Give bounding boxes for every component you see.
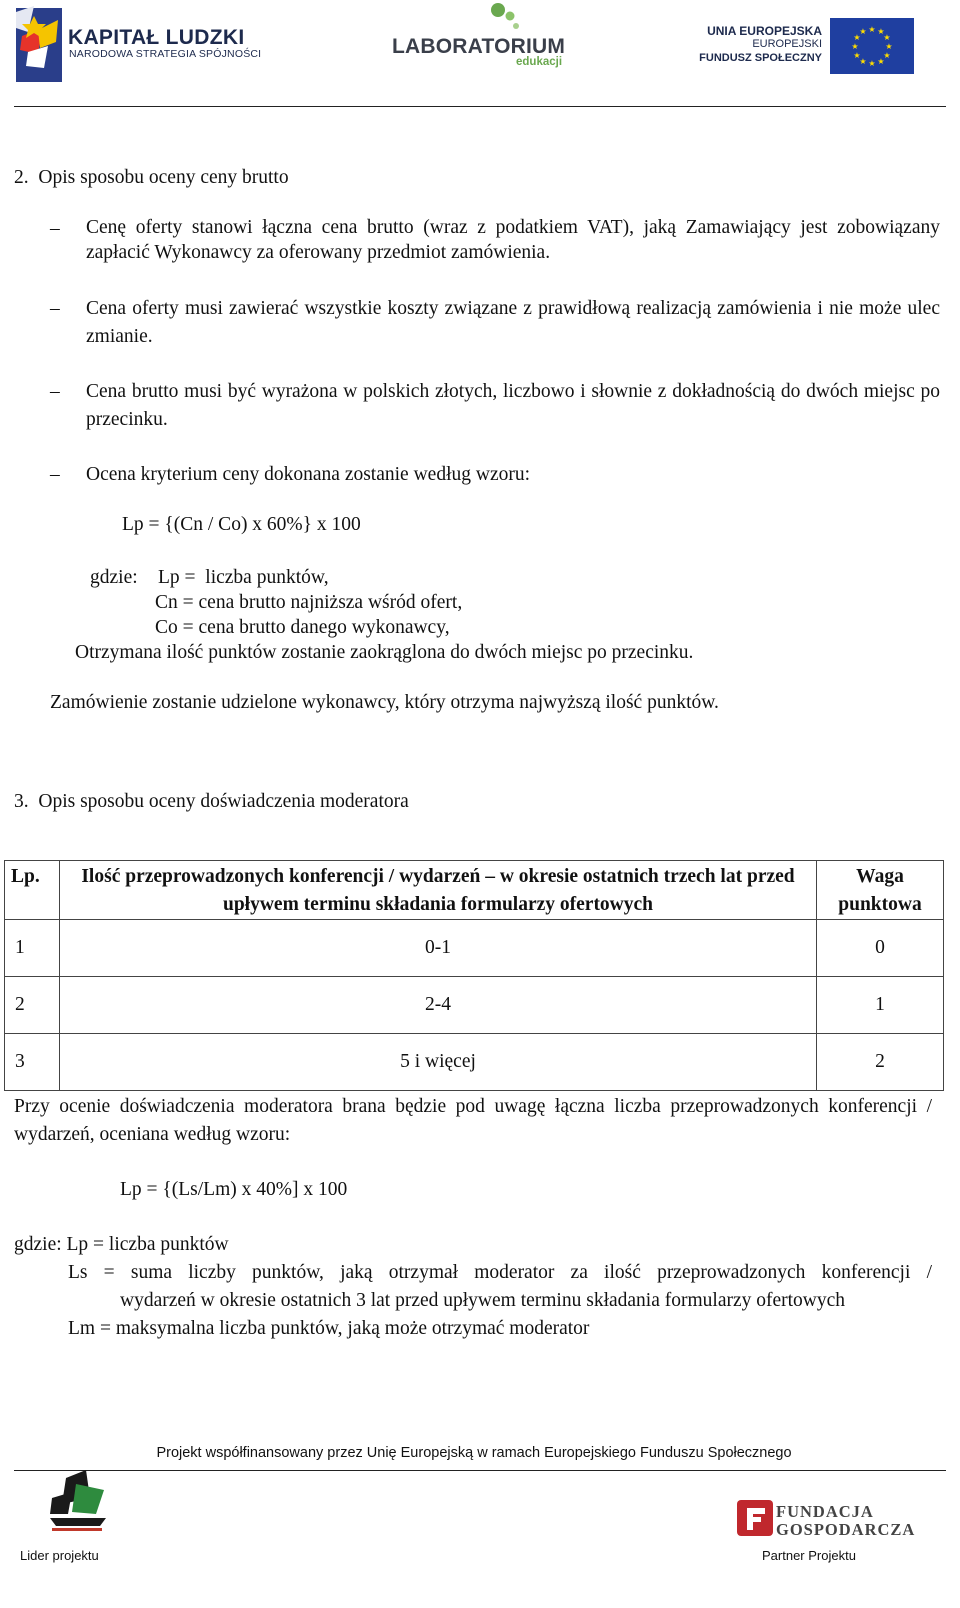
eu-line3: FUNDUSZ SPOŁECZNY (699, 52, 822, 64)
dash-icon: – (50, 218, 60, 239)
svg-text:★: ★ (877, 57, 885, 66)
eu-logo (700, 16, 920, 80)
kapital-ludzki-title: KAPITAŁ LUDZKI (68, 26, 245, 49)
where-line-cn: Cn = cena brutto najniższa wśród ofert, (155, 592, 463, 613)
table-header-row (5, 861, 944, 920)
price-formula: Lp = {(Cn / Co) x 60%} x 100 (122, 514, 361, 535)
kapital-ludzki-subtitle: NARODOWA STRATEGIA SPÓJNOŚCI (69, 48, 262, 60)
svg-text:★: ★ (859, 27, 867, 36)
cell-lp: 3 (5, 1034, 60, 1091)
svg-text:★: ★ (853, 33, 861, 42)
laboratorium-dots-icon (488, 0, 528, 36)
dash-icon: – (50, 381, 60, 402)
bullet-text: Ocena kryterium ceny dokonana zostanie według wzoru: (86, 464, 531, 485)
bullet-text: Cena oferty musi zawierać wszystkie koszty związane z prawidłową realizacją zamówienia i nie może ulec zmianie. (86, 298, 940, 347)
svg-text:★: ★ (868, 59, 876, 68)
bullet-item (50, 215, 940, 265)
where-label: gdzie: (90, 567, 138, 588)
moderator-where-ls: Ls = suma liczby punktów, jaką otrzymał moderator za ilość przeprowadzonych konferencji / (68, 1262, 932, 1283)
bullet-text: Cenę oferty stanowi łączna cena brutto (wraz z podatkiem VAT), jaką Zamawiający jest zobowiązany zapłacić Wykonawcy za oferowany przedmiot zamówienia. (86, 217, 940, 263)
table-row (5, 977, 944, 1034)
leader-label: Lider projektu (20, 1548, 99, 1563)
kapital-ludzki-logo (14, 2, 262, 86)
kapital-ludzki-emblem-icon (14, 2, 66, 84)
partner-logo-line2: GOSPODARCZA (776, 1520, 916, 1539)
partner-logo-icon (737, 1500, 773, 1536)
header-lp: Lp. (5, 861, 60, 920)
cofinance-note: Projekt współfinansowany przez Unię Europejską w ramach Europejskiego Funduszu Społecznego (156, 1445, 792, 1461)
cell-count: 2-4 (60, 977, 817, 1034)
eu-line1: UNIA EUROPEJSKA (707, 24, 822, 38)
cell-lp: 1 (5, 920, 60, 977)
svg-text:★: ★ (859, 57, 867, 66)
bullet-item (50, 461, 940, 489)
header-count: Ilość przeprowadzonych konferencji / wydarzeń – w okresie ostatnich trzech lat przed upływem terminu składania formularzy ofertowych (60, 861, 817, 920)
header-weight: Waga punktowa (817, 861, 944, 920)
eu-line2: EUROPEJSKI (752, 38, 822, 50)
footer-divider (14, 1470, 946, 1471)
svg-text:★: ★ (885, 42, 893, 51)
dash-icon: – (50, 464, 60, 485)
moderator-where-lm: Lm = maksymalna liczba punktów, jaką może otrzymać moderator (68, 1318, 590, 1339)
table-row (5, 1034, 944, 1091)
leader-logo-icon (46, 1468, 110, 1534)
bullet-item (50, 295, 940, 351)
cell-weight: 0 (817, 920, 944, 977)
partner-label: Partner Projektu (762, 1548, 856, 1563)
svg-text:★: ★ (853, 51, 861, 60)
where-line-co: Co = cena brutto danego wykonawcy, (155, 617, 450, 638)
partner-logo-line1: FUNDACJA (776, 1502, 874, 1521)
moderator-where-lp: gdzie: Lp = liczba punktów (14, 1234, 229, 1255)
svg-text:★: ★ (883, 51, 891, 60)
laboratorium-subtitle: edukacji (516, 56, 563, 68)
dash-icon: – (50, 298, 60, 319)
cell-weight: 2 (817, 1034, 944, 1091)
header (0, 0, 960, 108)
svg-text:★: ★ (868, 25, 876, 34)
criteria-table (4, 860, 944, 1091)
eu-flag-icon (830, 18, 914, 74)
moderator-paragraph: Przy ocenie doświadczenia moderatora brana będzie pod uwagę łączna liczba przeprowadzonych konferencji / wydarzeń, oceniana według wzoru: (14, 1096, 932, 1145)
svg-text:★: ★ (851, 42, 859, 51)
header-divider (14, 106, 946, 107)
section3-heading: 3. Opis sposobu oceny doświadczenia moderatora (14, 791, 409, 812)
award-note: Zamówienie zostanie udzielone wykonawcy, który otrzyma najwyższą ilość punktów. (50, 692, 719, 713)
cell-count: 0-1 (60, 920, 817, 977)
cell-weight: 1 (817, 977, 944, 1034)
bullet-text: Cena brutto musi być wyrażona w polskich złotych, liczbowo i słownie z dokładnością do dwóch miejsc po przecinku. (86, 381, 940, 430)
cell-lp: 2 (5, 977, 60, 1034)
laboratorium-logo (392, 0, 572, 80)
moderator-where-ls-cont: wydarzeń w okresie ostatnich 3 lat przed upływem terminu składania formularzy ofertowych (120, 1290, 846, 1311)
section2-heading: 2. Opis sposobu oceny ceny brutto (14, 167, 289, 188)
cell-count: 5 i więcej (60, 1034, 817, 1091)
moderator-formula: Lp = {(Ls/Lm) x 40%] x 100 (120, 1179, 348, 1200)
bullet-item (50, 378, 940, 434)
rounding-note: Otrzymana ilość punktów zostanie zaokrąglona do dwóch miejsc po przecinku. (75, 642, 694, 663)
table-row (5, 920, 944, 977)
laboratorium-title: LABORATORIUM (392, 35, 566, 58)
svg-text:★: ★ (883, 33, 891, 42)
svg-text:★: ★ (877, 27, 885, 36)
where-line-lp: Lp = liczba punktów, (158, 567, 329, 588)
